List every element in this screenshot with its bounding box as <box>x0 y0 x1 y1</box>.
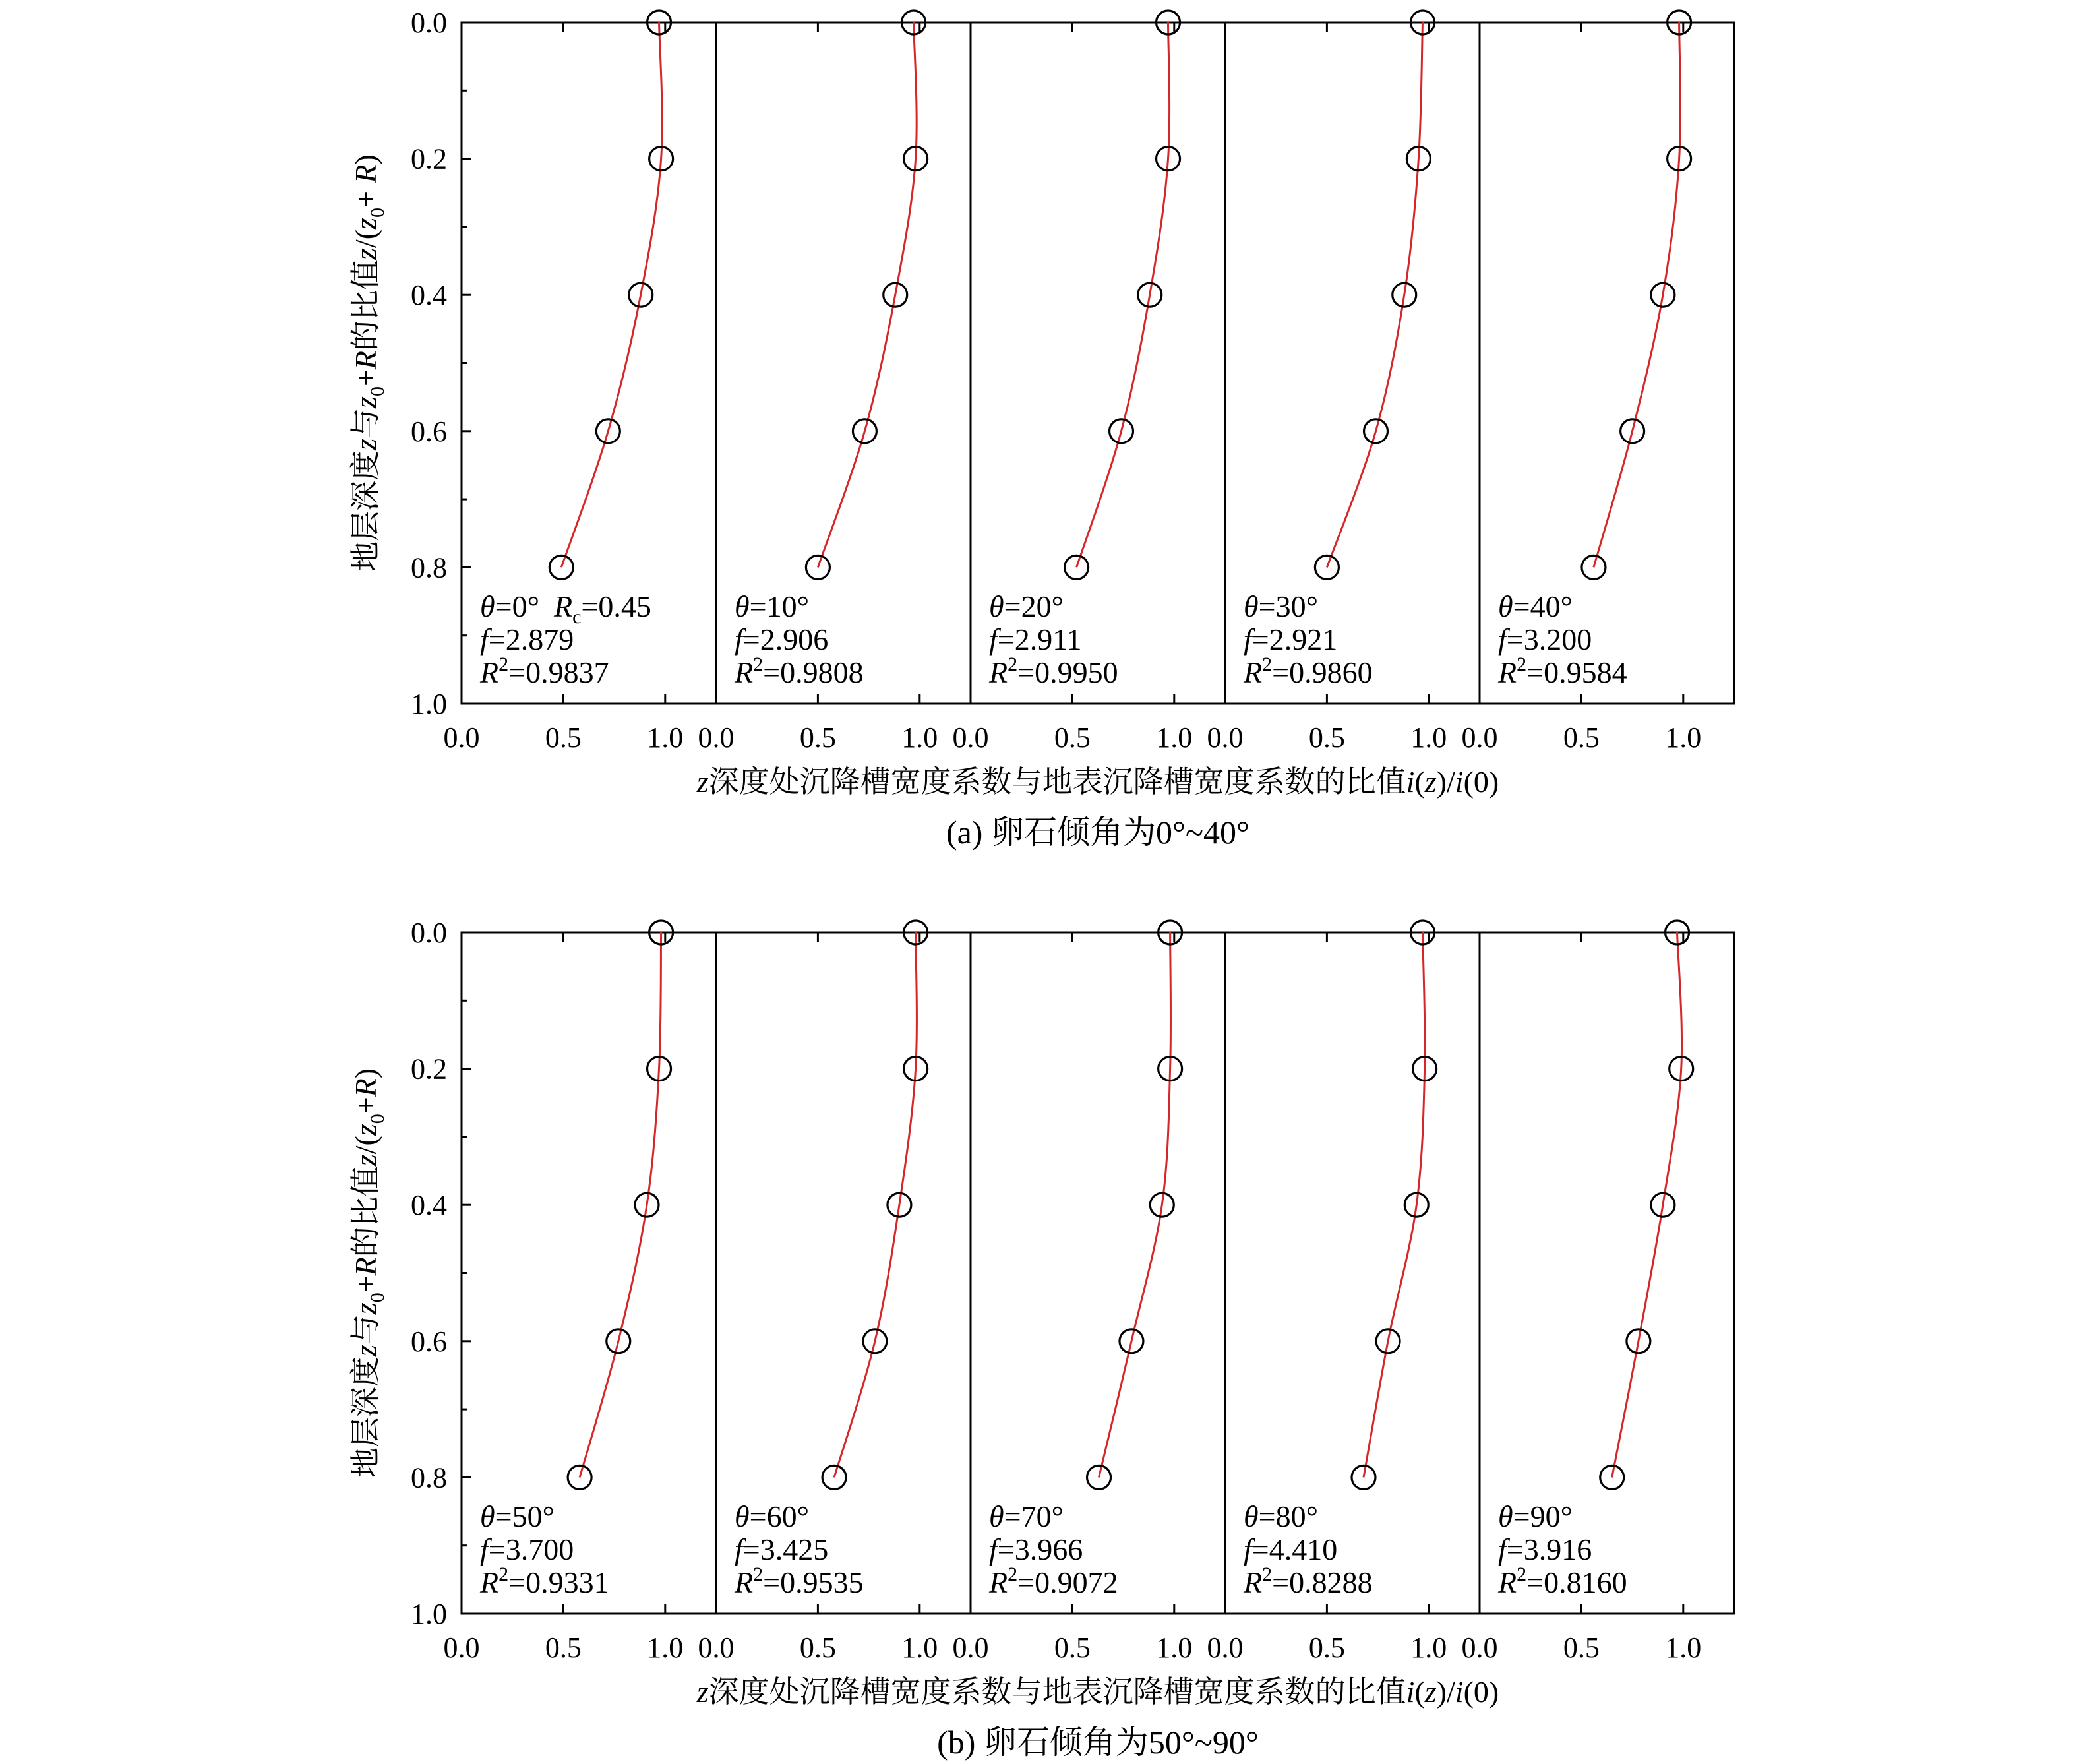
theta-value: 90° <box>1530 1500 1573 1533</box>
f-symbol: f <box>1244 1533 1252 1566</box>
x-axis-label <box>696 1675 1499 1709</box>
r2-value: 0.9584 <box>1544 655 1627 689</box>
f-annotation <box>989 623 1082 656</box>
f-value: 3.700 <box>505 1533 574 1566</box>
y-axis-label-part: 0 <box>367 208 388 218</box>
theta-annotation <box>480 1500 555 1533</box>
f-value: 4.410 <box>1269 1533 1338 1566</box>
f-value: 3.200 <box>1523 623 1592 656</box>
y-axis-label <box>349 1068 388 1478</box>
x-axis-label-part: )/ <box>1436 765 1455 799</box>
x-tick-label: 1.0 <box>1410 721 1447 754</box>
theta-annotation <box>735 590 809 623</box>
theta-value: 30° <box>1275 590 1318 623</box>
r2-superscript: 2 <box>1008 654 1018 675</box>
theta-symbol: θ <box>1244 1500 1259 1533</box>
f-annotation <box>1498 623 1592 656</box>
f-symbol: f <box>1498 1533 1507 1566</box>
equals-sign: = <box>1513 1500 1530 1533</box>
panel-theta-60 <box>698 921 971 1664</box>
y-axis-label-part: + <box>349 1275 382 1293</box>
r2-annotation <box>734 654 864 689</box>
f-annotation <box>1244 1533 1337 1566</box>
r-symbol: R <box>735 655 754 689</box>
r2-superscript: 2 <box>1517 1564 1527 1585</box>
r-symbol: R <box>735 1566 754 1599</box>
theta-symbol: θ <box>735 1500 750 1533</box>
x-tick-label: 0.5 <box>1054 1631 1091 1664</box>
x-axis-label-part: i <box>1406 1675 1415 1709</box>
theta-value: 80° <box>1275 1500 1318 1533</box>
x-axis-label-part: z <box>1424 1675 1437 1709</box>
r2-value: 0.9950 <box>1035 655 1118 689</box>
rc-symbol: R <box>553 590 573 623</box>
y-axis-label-part: z <box>349 1345 382 1357</box>
r-symbol: R <box>989 655 1008 689</box>
theta-annotation <box>1498 590 1573 623</box>
x-tick-label: 1.0 <box>901 1631 938 1664</box>
r2-annotation <box>988 1564 1118 1599</box>
panel-theta-10 <box>698 11 971 754</box>
equals-sign: = <box>763 1566 781 1599</box>
equals-sign: = <box>1004 1500 1021 1533</box>
equals-sign: = <box>742 1533 760 1566</box>
equals-sign: = <box>1506 1533 1524 1566</box>
f-symbol: f <box>735 623 743 656</box>
y-axis-label-part: z <box>349 396 382 408</box>
data-point <box>1065 555 1089 579</box>
theta-annotation <box>989 1500 1064 1533</box>
y-tick-label: 0.6 <box>411 1325 447 1358</box>
r2-superscript: 2 <box>1008 1564 1018 1585</box>
theta-annotation <box>1244 590 1318 623</box>
figure-b <box>349 917 1734 1761</box>
y-axis-label-part: 0 <box>367 386 388 397</box>
theta-value: 40° <box>1530 590 1573 623</box>
figure-a <box>349 7 1734 851</box>
equals-sign: = <box>1258 1500 1276 1533</box>
y-axis-label-part: 地层深度 <box>349 1356 382 1478</box>
r2-value: 0.9072 <box>1035 1566 1118 1599</box>
r2-value: 0.9535 <box>780 1566 864 1599</box>
x-tick-label: 0.5 <box>1308 1631 1345 1664</box>
r2-superscript: 2 <box>498 654 509 675</box>
r-symbol: R <box>480 1566 499 1599</box>
f-symbol: f <box>1244 623 1252 656</box>
r-symbol: R <box>1498 655 1517 689</box>
equals-sign: = <box>488 623 506 656</box>
r2-annotation <box>479 1564 609 1599</box>
r2-annotation <box>1243 654 1373 689</box>
r2-annotation <box>734 1564 864 1599</box>
f-symbol: f <box>480 623 489 656</box>
y-axis-label-part: R <box>349 350 382 370</box>
y-axis-label-part: z <box>349 248 382 260</box>
rc-value: 0.45 <box>598 590 651 623</box>
f-value: 3.425 <box>760 1533 829 1566</box>
x-axis-label-part: )/ <box>1436 1675 1455 1709</box>
theta-value: 0° <box>512 590 539 623</box>
r2-annotation <box>988 654 1118 689</box>
x-axis-label-part: i <box>1406 765 1415 799</box>
y-tick-label: 0.0 <box>411 917 447 949</box>
y-axis-label-part: z <box>349 1154 382 1167</box>
equals-sign: = <box>581 590 599 623</box>
theta-value: 50° <box>512 1500 555 1533</box>
panel-theta-70 <box>953 921 1226 1664</box>
theta-symbol: θ <box>480 1500 495 1533</box>
x-axis-label-part: ( <box>1414 1675 1425 1709</box>
y-axis-label-part: R <box>349 1078 382 1097</box>
r2-superscript: 2 <box>1262 1564 1273 1585</box>
fit-curve <box>561 22 662 567</box>
equals-sign: = <box>997 623 1015 656</box>
equals-sign: = <box>1017 1566 1035 1599</box>
theta-annotation <box>735 1500 809 1533</box>
x-tick-label: 0.5 <box>799 721 836 754</box>
equals-sign: = <box>495 1500 512 1533</box>
x-tick-label: 1.0 <box>1156 721 1193 754</box>
y-axis-label-part: ) <box>349 1068 382 1079</box>
x-tick-label: 0.0 <box>952 721 989 754</box>
x-axis-label-part: 深度处沉降槽宽度系数与地表沉降槽宽度系数的比值 <box>708 765 1406 799</box>
panel-theta-20 <box>953 11 1226 754</box>
x-tick-label: 0.0 <box>1207 721 1244 754</box>
f-annotation <box>1498 1533 1592 1566</box>
theta-value: 20° <box>1021 590 1064 623</box>
equals-sign: = <box>1258 590 1276 623</box>
equals-sign: = <box>495 590 512 623</box>
y-axis-label-part: z <box>349 218 382 229</box>
f-value: 3.966 <box>1014 1533 1083 1566</box>
equals-sign: = <box>1272 1566 1290 1599</box>
x-tick-label: 0.0 <box>443 721 480 754</box>
panel-theta-0 <box>444 11 717 754</box>
fit-curve <box>1099 932 1171 1477</box>
r2-value: 0.8160 <box>1544 1566 1627 1599</box>
x-tick-label: 1.0 <box>647 1631 684 1664</box>
theta-symbol: θ <box>735 590 750 623</box>
theta-symbol: θ <box>1498 590 1513 623</box>
y-axis-label-part: 的比值 <box>349 259 382 351</box>
f-annotation <box>480 1533 574 1566</box>
fit-curve <box>1364 932 1425 1477</box>
fit-curve <box>1612 932 1682 1477</box>
x-axis-label-part: ( <box>1414 765 1425 799</box>
f-value: 3.916 <box>1523 1533 1592 1566</box>
x-tick-label: 0.0 <box>698 721 735 754</box>
x-tick-label: 0.0 <box>952 1631 989 1664</box>
r2-superscript: 2 <box>1517 654 1527 675</box>
x-axis-label-part: z <box>1424 765 1437 799</box>
x-tick-label: 1.0 <box>1410 1631 1447 1664</box>
x-tick-label: 1.0 <box>901 721 938 754</box>
r2-annotation <box>1497 1564 1627 1599</box>
equals-sign: = <box>1513 590 1530 623</box>
y-axis-label-part: z <box>349 1124 382 1136</box>
panel-theta-90 <box>1462 921 1735 1664</box>
x-axis-label-part: i <box>1455 765 1464 799</box>
y-tick-label: 0.2 <box>411 142 447 175</box>
y-tick-label: 0.8 <box>411 551 447 584</box>
x-axis-label-part: z <box>696 1675 709 1709</box>
r2-superscript: 2 <box>753 654 764 675</box>
f-symbol: f <box>480 1533 489 1566</box>
y-tick-label: 1.0 <box>411 688 447 720</box>
theta-annotation <box>989 590 1064 623</box>
r2-annotation <box>479 654 609 689</box>
x-axis-label-part: (0) <box>1463 1675 1499 1709</box>
fit-curve <box>1327 22 1422 567</box>
r2-superscript: 2 <box>498 1564 509 1585</box>
r2-superscript: 2 <box>753 1564 764 1585</box>
f-value: 2.921 <box>1269 623 1338 656</box>
x-tick-label: 0.5 <box>799 1631 836 1664</box>
equals-sign: = <box>742 623 760 656</box>
panel-theta-80 <box>1207 921 1480 1664</box>
x-tick-label: 1.0 <box>647 721 684 754</box>
f-symbol: f <box>989 623 998 656</box>
y-tick-label: 1.0 <box>411 1598 447 1630</box>
y-axis-label <box>349 154 388 572</box>
r2-value: 0.9837 <box>526 655 609 689</box>
fit-curve <box>1594 22 1681 567</box>
r2-value: 0.9331 <box>526 1566 609 1599</box>
equals-sign: = <box>997 1533 1015 1566</box>
r2-value: 0.8288 <box>1289 1566 1373 1599</box>
x-tick-label: 0.0 <box>443 1631 480 1664</box>
fit-curve <box>1077 22 1170 567</box>
rc-subscript: c <box>572 606 582 628</box>
equals-sign: = <box>508 1566 526 1599</box>
f-annotation <box>480 623 574 656</box>
f-annotation <box>1244 623 1337 656</box>
fit-curve <box>834 932 917 1477</box>
r2-superscript: 2 <box>1262 654 1273 675</box>
theta-symbol: θ <box>1244 590 1259 623</box>
f-value: 2.911 <box>1014 623 1082 656</box>
y-tick-label: 0.4 <box>411 279 447 312</box>
x-axis-label-part: (0) <box>1463 765 1499 799</box>
theta-symbol: θ <box>989 1500 1004 1533</box>
equals-sign: = <box>1251 623 1269 656</box>
r-symbol: R <box>1244 655 1263 689</box>
theta-value: 10° <box>766 590 809 623</box>
y-axis-label-part: ) <box>349 154 382 165</box>
x-tick-label: 0.5 <box>1308 721 1345 754</box>
r2-value: 0.9860 <box>1289 655 1373 689</box>
y-axis-label-part: + <box>349 1097 382 1114</box>
equals-sign: = <box>749 1500 767 1533</box>
equals-sign: = <box>1272 655 1290 689</box>
x-tick-label: 1.0 <box>1665 1631 1702 1664</box>
y-tick-label: 0.4 <box>411 1189 447 1222</box>
r-symbol: R <box>1498 1566 1517 1599</box>
x-tick-label: 0.5 <box>1563 1631 1600 1664</box>
y-tick-label: 0.0 <box>411 7 447 39</box>
x-tick-label: 0.5 <box>1054 721 1091 754</box>
x-tick-label: 1.0 <box>1156 1631 1193 1664</box>
x-axis-label <box>696 765 1499 799</box>
equals-sign: = <box>1004 590 1021 623</box>
panel-theta-50 <box>444 921 717 1664</box>
x-axis-label-part: z <box>696 765 709 799</box>
panel-theta-30 <box>1207 11 1480 754</box>
x-axis-label-part: 深度处沉降槽宽度系数与地表沉降槽宽度系数的比值 <box>708 1675 1406 1709</box>
equals-sign: = <box>749 590 767 623</box>
y-tick-label: 0.2 <box>411 1052 447 1085</box>
fit-curve <box>580 932 661 1477</box>
x-tick-label: 0.5 <box>1563 721 1600 754</box>
theta-value: 70° <box>1021 1500 1064 1533</box>
y-axis-label-part: 0 <box>367 1293 388 1303</box>
y-tick-label: 0.6 <box>411 415 447 448</box>
f-annotation <box>735 623 828 656</box>
x-tick-label: 0.5 <box>545 721 582 754</box>
y-axis-label-part: 与 <box>349 1314 382 1345</box>
theta-symbol: θ <box>1498 1500 1513 1533</box>
x-tick-label: 0.0 <box>1461 1631 1498 1664</box>
equals-sign: = <box>1251 1533 1269 1566</box>
x-tick-label: 0.5 <box>545 1631 582 1664</box>
y-axis-label-part: R <box>349 1257 382 1276</box>
r2-annotation <box>1497 654 1627 689</box>
equals-sign: = <box>1506 623 1524 656</box>
theta-annotation <box>1244 1500 1318 1533</box>
x-tick-label: 0.0 <box>698 1631 735 1664</box>
r-symbol: R <box>480 655 499 689</box>
fit-curve <box>818 22 917 567</box>
f-value: 2.879 <box>505 623 574 656</box>
equals-sign: = <box>1526 1566 1544 1599</box>
equals-sign: = <box>488 1533 506 1566</box>
r-symbol: R <box>989 1566 1008 1599</box>
x-axis-label-part: i <box>1455 1675 1464 1709</box>
r-symbol: R <box>1244 1566 1263 1599</box>
y-axis-label-part: 与 <box>349 408 382 439</box>
f-symbol: f <box>735 1533 743 1566</box>
f-symbol: f <box>1498 623 1507 656</box>
y-axis-label-part: z <box>349 438 382 450</box>
f-symbol: f <box>989 1533 998 1566</box>
theta-symbol: θ <box>480 590 495 623</box>
theta-symbol: θ <box>989 590 1004 623</box>
theta-value: 60° <box>766 1500 809 1533</box>
y-axis-label-part: /( <box>349 1136 382 1155</box>
data-point <box>1352 1465 1375 1489</box>
x-tick-label: 1.0 <box>1665 721 1702 754</box>
f-value: 2.906 <box>760 623 829 656</box>
theta-annotation <box>1498 1500 1573 1533</box>
y-axis-label-part: /( <box>349 229 382 249</box>
y-axis-label-part: R <box>349 164 382 183</box>
y-axis-label-part: 地层深度 <box>349 450 382 572</box>
x-tick-label: 0.0 <box>1207 1631 1244 1664</box>
y-axis-label-part: z <box>349 1302 382 1315</box>
y-axis-label-part: + <box>349 183 382 208</box>
y-axis-label-part: + <box>349 369 382 387</box>
f-annotation <box>989 1533 1083 1566</box>
panel-theta-40 <box>1462 11 1735 754</box>
figure-caption: (b) 卵石倾角为50°~90° <box>937 1724 1259 1761</box>
r2-annotation <box>1243 1564 1373 1599</box>
y-tick-label: 0.8 <box>411 1461 447 1494</box>
x-tick-label: 0.0 <box>1461 721 1498 754</box>
y-axis-label-part: 的比值 <box>349 1166 382 1258</box>
equals-sign: = <box>1526 655 1544 689</box>
y-axis-label-part: 0 <box>367 1114 388 1124</box>
figure-caption: (a) 卵石倾角为0°~40° <box>946 814 1250 851</box>
equals-sign: = <box>508 655 526 689</box>
r2-value: 0.9808 <box>780 655 864 689</box>
equals-sign: = <box>763 655 781 689</box>
f-annotation <box>735 1533 828 1566</box>
equals-sign: = <box>1017 655 1035 689</box>
